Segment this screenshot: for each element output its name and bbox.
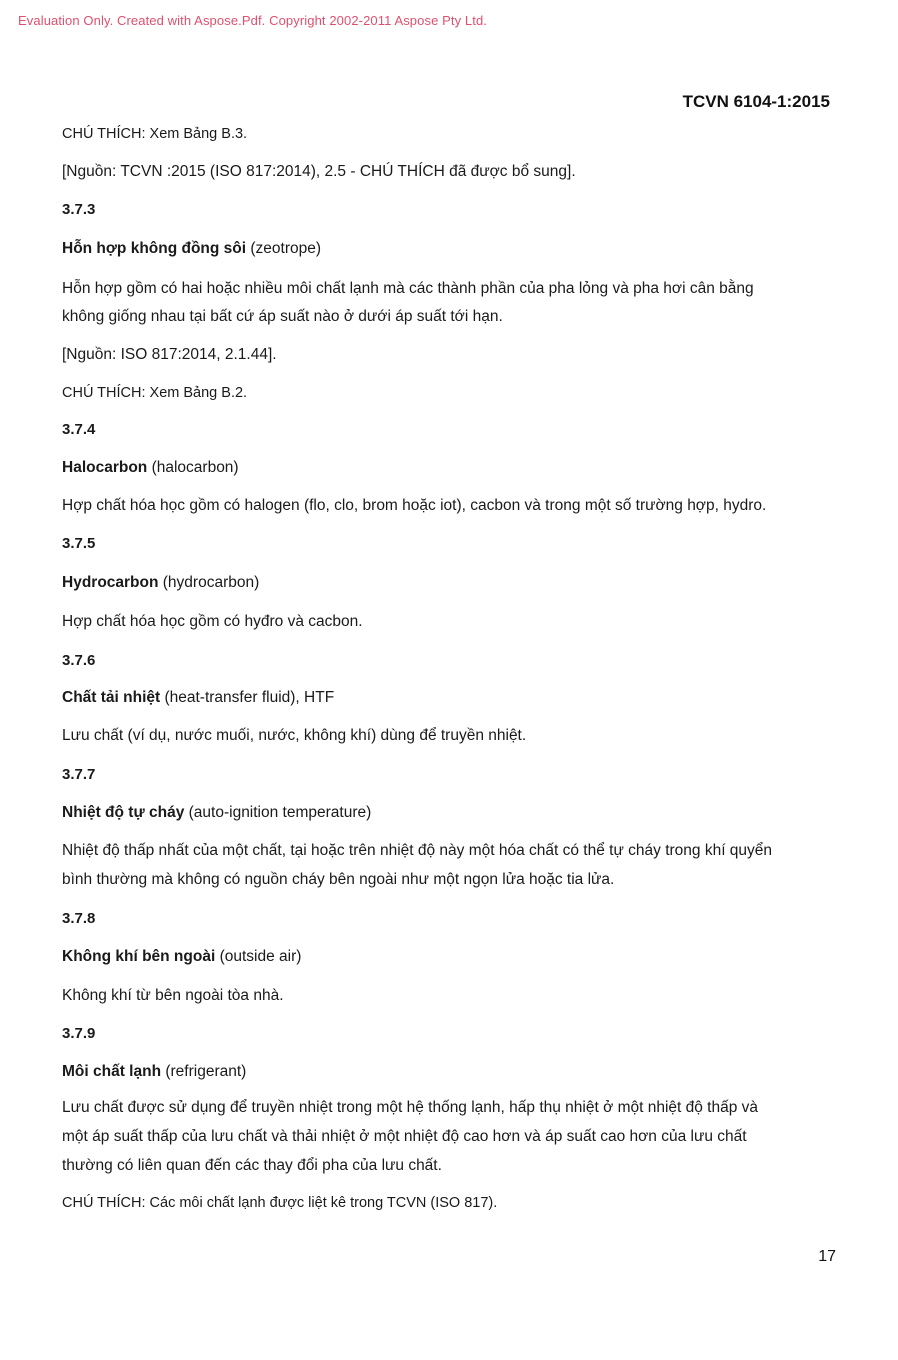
watermark: Evaluation Only. Created with Aspose.Pdf. Copyright 2002-2011 Aspose Pty Ltd. <box>18 13 487 28</box>
definition-zeotrope-line2: không giống nhau tại bất cứ áp suất nào ở dưới áp suất tới hạn. <box>62 308 503 325</box>
term-halocarbon-en: (halocarbon) <box>147 459 239 476</box>
term-hydrocarbon-en: (hydrocarbon) <box>158 574 260 591</box>
definition-outside-air: Không khí từ bên ngoài tòa nhà. <box>62 987 284 1004</box>
section-3-7-3: 3.7.3 <box>62 201 96 218</box>
term-auto-ignition <box>62 803 842 823</box>
term-auto-ignition-vi: Nhiệt độ tự cháy <box>62 804 185 821</box>
definition-halocarbon: Hợp chất hóa học gồm có halogen (flo, clo, brom hoặc iot), cacbon và trong một số trường hợp, hydro. <box>62 497 767 514</box>
note-refrigerant-list: CHÚ THÍCH: Các môi chất lạnh được liệt kê trong TCVN (ISO 817). <box>62 1195 498 1211</box>
term-htf-en: (heat-transfer fluid), HTF <box>160 689 335 706</box>
term-refrigerant <box>62 1062 842 1082</box>
section-3-7-5: 3.7.5 <box>62 535 96 552</box>
section-3-7-4: 3.7.4 <box>62 421 96 438</box>
definition-refrigerant-line1: Lưu chất được sử dụng để truyền nhiệt trong một hệ thống lạnh, hấp thụ nhiệt ở một nhiệt độ thấp và <box>62 1099 759 1116</box>
source-tcvn: [Nguồn: TCVN :2015 (ISO 817:2014), 2.5 - CHÚ THÍCH đã được bổ sung]. <box>62 163 576 180</box>
term-outside-air <box>62 947 842 967</box>
definition-refrigerant-line2: một áp suất thấp của lưu chất và thải nhiệt ở một nhiệt độ cao hơn và áp suất cao hơn của lưu chất <box>62 1128 747 1145</box>
section-3-7-9: 3.7.9 <box>62 1025 96 1042</box>
section-3-7-6: 3.7.6 <box>62 652 96 669</box>
term-zeotrope-en: (zeotrope) <box>246 240 322 257</box>
note-b3: CHÚ THÍCH: Xem Bảng B.3. <box>62 126 248 142</box>
term-refrigerant-en: (refrigerant) <box>161 1063 247 1080</box>
definition-hydrocarbon: Hợp chất hóa học gồm có hyđro và cacbon. <box>62 613 363 630</box>
term-hydrocarbon <box>62 573 842 593</box>
section-3-7-8: 3.7.8 <box>62 910 96 927</box>
term-halocarbon <box>62 458 842 478</box>
definition-zeotrope-line1: Hỗn hợp gồm có hai hoặc nhiều môi chất lạnh mà các thành phần của pha lỏng và pha hơi cân bằng <box>62 280 754 297</box>
section-3-7-7: 3.7.7 <box>62 766 96 783</box>
term-refrigerant-vi: Môi chất lạnh <box>62 1063 162 1080</box>
page-number: 17 <box>818 1248 836 1265</box>
term-zeotrope <box>62 239 842 259</box>
term-hydrocarbon-vi: Hydrocarbon <box>62 574 159 591</box>
source-zeotrope: [Nguồn: ISO 817:2014, 2.1.44]. <box>62 346 277 363</box>
document-code: TCVN 6104-1:2015 <box>682 92 830 111</box>
note-b2: CHÚ THÍCH: Xem Bảng B.2. <box>62 385 248 401</box>
term-zeotrope-vi: Hỗn hợp không đồng sôi <box>62 240 247 257</box>
term-htf <box>62 688 842 708</box>
term-outside-air-vi: Không khí bên ngoài <box>62 948 216 965</box>
term-auto-ignition-en: (auto-ignition temperature) <box>184 804 372 821</box>
term-outside-air-en: (outside air) <box>215 948 302 965</box>
definition-refrigerant-line3: thường có liên quan đến các thay đổi pha của lưu chất. <box>62 1157 442 1174</box>
term-halocarbon-vi: Halocarbon <box>62 459 148 476</box>
definition-auto-ignition-line1: Nhiệt độ thấp nhất của một chất, tại hoặc trên nhiệt độ này một hóa chất có thể tự cháy trong khí quyển <box>62 842 773 859</box>
definition-auto-ignition-line2: bình thường mà không có nguồn cháy bên ngoài như một ngọn lửa hoặc tia lửa. <box>62 871 615 888</box>
term-htf-vi: Chất tải nhiệt <box>62 689 161 706</box>
definition-htf: Lưu chất (ví dụ, nước muối, nước, không khí) dùng để truyền nhiệt. <box>62 727 527 744</box>
